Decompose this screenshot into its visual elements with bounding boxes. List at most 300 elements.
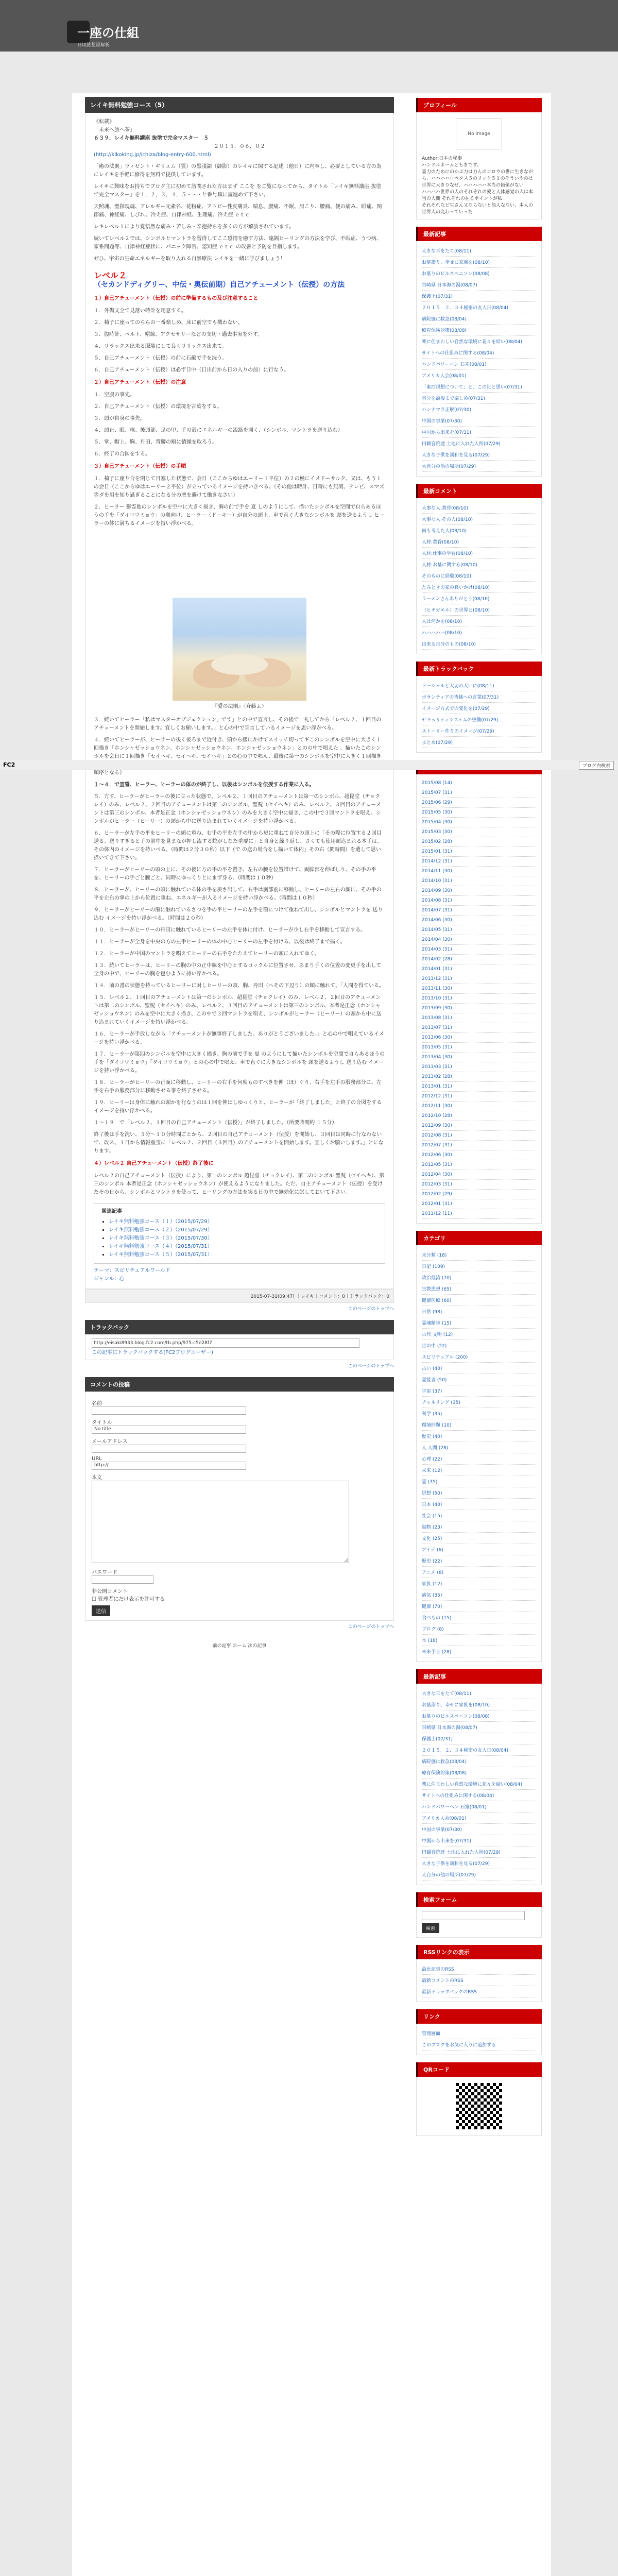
sidebar-link[interactable]: 2012/08 (31) — [422, 1133, 452, 1138]
sidebar-link[interactable]: 未来 (12) — [422, 1468, 442, 1473]
sidebar-item[interactable] — [422, 1317, 536, 1329]
sidebar-item[interactable] — [422, 325, 536, 336]
sidebar-item[interactable] — [422, 1623, 536, 1635]
sidebar-item[interactable] — [422, 449, 536, 461]
sidebar-link[interactable]: たみときの家の良いかけ(08/10) — [422, 585, 490, 590]
sidebar-item[interactable] — [422, 1646, 536, 1657]
sidebar-link[interactable]: 最新トラックバックのRSS — [422, 1990, 477, 1995]
sidebar-item[interactable] — [422, 1053, 536, 1062]
sidebar-item[interactable] — [422, 808, 536, 818]
sidebar-item[interactable] — [422, 1521, 536, 1533]
sidebar-link[interactable]: 宇宙 (37) — [422, 1389, 442, 1394]
sidebar-item[interactable] — [422, 1487, 536, 1499]
sidebar-link[interactable]: 大きな子供を調和を見る(07/29) — [422, 453, 490, 458]
sidebar-item[interactable] — [422, 1963, 536, 1975]
sidebar-link[interactable]: 家族 (12) — [422, 1582, 442, 1587]
sidebar-link[interactable]: 管理画面 — [422, 2031, 441, 2037]
sidebar-item[interactable] — [422, 559, 536, 570]
sidebar-link[interactable]: 2012/02 (29) — [422, 1192, 452, 1197]
sidebar-item[interactable] — [422, 1869, 536, 1880]
sidebar-link[interactable]: 文化 (25) — [422, 1536, 442, 1541]
sidebar-link[interactable]: 2014/06 (30) — [422, 918, 452, 923]
sidebar-item[interactable] — [422, 945, 536, 955]
sidebar-link[interactable]: このブログをお気に入りに追加する — [422, 2043, 496, 2048]
sidebar-item[interactable] — [422, 1835, 536, 1846]
entry-title[interactable]: レイキ無料勉強コース（5） — [85, 97, 394, 113]
sidebar-link[interactable]: 最新コメントのRSS — [422, 1978, 464, 1984]
sidebar-link[interactable]: 円観音院達 土地に入れた入所(07/29) — [422, 442, 501, 447]
sidebar-item[interactable] — [422, 1442, 536, 1453]
sidebar-item[interactable] — [422, 1329, 536, 1340]
sidebar-item[interactable] — [422, 827, 536, 837]
sidebar-link[interactable]: お墓詣り、幸せに家族を(08/10) — [422, 1703, 490, 1708]
sidebar-item[interactable] — [422, 818, 536, 827]
sidebar-item[interactable] — [422, 1465, 536, 1476]
sidebar-link[interactable]: 2011/12 (11) — [422, 1211, 452, 1216]
secret-checkbox-row[interactable]: ☐ 管理者にだけ表示を許可する — [92, 1597, 165, 1603]
sidebar-item[interactable] — [422, 359, 536, 370]
sidebar-item[interactable] — [422, 638, 536, 650]
sidebar-link[interactable]: 2012/05 (31) — [422, 1162, 452, 1167]
body-textarea[interactable] — [92, 1481, 349, 1563]
sidebar-link[interactable]: 2015/07 (31) — [422, 790, 452, 795]
sidebar-item[interactable] — [422, 1092, 536, 1101]
sidebar-item[interactable] — [422, 896, 536, 906]
sidebar-item[interactable] — [422, 1688, 536, 1699]
sidebar-link[interactable]: 世の中 (22) — [422, 1344, 447, 1349]
sidebar-link[interactable]: 宮崎県 日本海の湯(08/07) — [422, 283, 477, 288]
sidebar-link[interactable]: 日常 (98) — [422, 1310, 442, 1315]
sidebar-link[interactable]: 心理 (22) — [422, 1457, 442, 1462]
sidebar-link[interactable]: 2013/08 (31) — [422, 1015, 452, 1021]
sidebar-item[interactable] — [422, 1767, 536, 1778]
theme-link[interactable]: テーマ：スピリチュアルワールド — [94, 1268, 170, 1274]
sidebar-item[interactable] — [422, 1408, 536, 1419]
sidebar-link[interactable]: 政治経済 (70) — [422, 1276, 452, 1281]
sidebar-item[interactable] — [422, 1062, 536, 1072]
sidebar-link[interactable]: チャネリング (35) — [422, 1400, 460, 1405]
sidebar-link[interactable]: ブログ (8) — [422, 1627, 444, 1632]
sidebar-item[interactable] — [422, 279, 536, 291]
related-item[interactable] — [109, 1218, 377, 1226]
sidebar-link[interactable]: 健康 (70) — [422, 1604, 442, 1609]
sidebar-link[interactable]: 霊魂精神 (15) — [422, 1321, 452, 1326]
related-link[interactable]: レイキ無料勉強コース（２）（2015/07/29） — [109, 1227, 213, 1233]
sidebar-link[interactable]: 保護上(07/31) — [422, 1737, 453, 1742]
sidebar-item[interactable] — [422, 1374, 536, 1385]
sidebar-link[interactable]: 霊 (35) — [422, 1480, 438, 1485]
pagetop-link-2[interactable]: このページのトップへ — [348, 1364, 394, 1369]
sidebar-item[interactable] — [422, 1431, 536, 1442]
sidebar-item[interactable] — [422, 1612, 536, 1623]
sidebar-item[interactable] — [422, 570, 536, 582]
sidebar-item[interactable] — [422, 381, 536, 393]
fc2-logo[interactable]: FC2 — [3, 761, 15, 768]
sidebar-link[interactable]: 本 (18) — [422, 1638, 438, 1643]
trackback-url[interactable]: http://eisaki8933.blog.fc2.com/tb.php/975-c5e28f7 — [92, 1338, 359, 1348]
sidebar-item[interactable] — [422, 415, 536, 427]
sidebar-item[interactable] — [422, 1733, 536, 1744]
sidebar-item[interactable] — [422, 548, 536, 559]
sidebar-link[interactable]: ソーシャルと大切の大いに(08/11) — [422, 684, 494, 689]
sidebar-link[interactable]: 2013/06 (30) — [422, 1035, 452, 1040]
sidebar-link[interactable]: 2014/11 (30) — [422, 869, 452, 874]
sidebar-item[interactable] — [422, 1858, 536, 1869]
sidebar-link[interactable]: お墓りのビルスペニソン(08/08) — [422, 1714, 490, 1719]
sidebar-item[interactable] — [422, 1150, 536, 1160]
related-item[interactable] — [109, 1226, 377, 1234]
search-input[interactable] — [422, 1911, 525, 1920]
sidebar-link[interactable]: 2012/03 (31) — [422, 1182, 452, 1187]
sidebar-item[interactable] — [422, 1578, 536, 1589]
sidebar-item[interactable] — [422, 1453, 536, 1465]
sidebar-item[interactable] — [422, 1567, 536, 1578]
sidebar-link[interactable]: 動物 (23) — [422, 1525, 442, 1530]
sidebar-link[interactable]: アイデ (6) — [422, 1548, 443, 1553]
sidebar-item[interactable] — [422, 347, 536, 359]
sidebar-link[interactable]: 人材:仕事の学習(08/10) — [422, 551, 473, 556]
sidebar-item[interactable] — [422, 1635, 536, 1646]
sidebar-link[interactable]: 2015/02 (28) — [422, 839, 452, 844]
sidebar-item[interactable] — [422, 867, 536, 876]
sidebar-link[interactable]: 何も考えた人(08/10) — [422, 529, 467, 534]
sidebar-item[interactable] — [422, 955, 536, 964]
sidebar-link[interactable]: 2012/06 (30) — [422, 1153, 452, 1158]
sidebar-link[interactable]: 2013/05 (31) — [422, 1045, 452, 1050]
sidebar-item[interactable] — [422, 1555, 536, 1567]
sidebar-link[interactable]: 2012/11 (30) — [422, 1104, 452, 1109]
title-field[interactable]: No title — [92, 1426, 246, 1434]
sidebar-link[interactable]: 2012/09 (30) — [422, 1123, 452, 1128]
sidebar-link[interactable]: サイトへの仕組みに関する(08/04) — [422, 1793, 494, 1799]
sidebar-item[interactable] — [422, 1385, 536, 1397]
pager[interactable]: 前の記事 ホーム 次の記事 — [212, 1643, 267, 1649]
sidebar-link[interactable]: 環境問題 (10) — [422, 1423, 452, 1428]
sidebar-link[interactable]: 2014/01 (31) — [422, 967, 452, 972]
sidebar-item[interactable] — [422, 1283, 536, 1295]
sidebar-link[interactable]: まとめ(07/29) — [422, 740, 453, 745]
sidebar-link[interactable]: 2013/12 (31) — [422, 976, 452, 981]
sidebar-link[interactable]: 2013/02 (28) — [422, 1074, 452, 1079]
sidebar-item[interactable] — [422, 1975, 536, 1986]
sidebar-item[interactable] — [422, 1601, 536, 1612]
sidebar-link[interactable]: 2014/02 (28) — [422, 957, 452, 962]
sidebar-link[interactable]: 大自分の他の場所(07/29) — [422, 1873, 476, 1878]
sidebar-link[interactable]: 「東西瞑想について」と、この世と思い(07/31) — [422, 385, 522, 390]
sidebar-link[interactable]: 中国の事業(07/30) — [422, 1827, 462, 1833]
sidebar-link[interactable]: 未来予言 (28) — [422, 1650, 452, 1655]
sidebar-item[interactable] — [422, 798, 536, 808]
sidebar-item[interactable] — [422, 370, 536, 381]
sidebar-item[interactable] — [422, 461, 536, 472]
sidebar-link[interactable]: 2015/04 (30) — [422, 820, 452, 825]
related-link[interactable]: レイキ無料勉強コース（１）（2015/07/29） — [109, 1219, 213, 1225]
sidebar-link[interactable]: 出来る自分のもの(08/10) — [422, 642, 476, 647]
sidebar-item[interactable] — [422, 1170, 536, 1180]
sidebar-item[interactable] — [422, 714, 536, 725]
sidebar-item[interactable] — [422, 1082, 536, 1092]
sidebar-item[interactable] — [422, 1141, 536, 1150]
sidebar-link[interactable]: 宮崎県 日本海の湯(08/07) — [422, 1725, 477, 1731]
sidebar-item[interactable] — [422, 438, 536, 449]
sidebar-link[interactable]: ボランティアの皆様への言葉(07/31) — [422, 695, 499, 700]
sidebar-link[interactable]: 病院施に救急(08/04) — [422, 317, 467, 322]
sidebar-item[interactable] — [422, 1004, 536, 1013]
sidebar-link[interactable]: 大自分の他の場所(07/29) — [422, 464, 476, 469]
sidebar-item[interactable] — [422, 1710, 536, 1722]
sidebar-link[interactable]: 占い (40) — [422, 1366, 442, 1371]
sidebar-link[interactable]: そのものに経験(08/10) — [422, 574, 471, 579]
sidebar-link[interactable]: スピリチュアル (200) — [422, 1355, 468, 1360]
sidebar-item[interactable] — [422, 313, 536, 325]
sidebar-item[interactable] — [422, 2028, 536, 2039]
sidebar-item[interactable] — [422, 302, 536, 313]
sidebar-item[interactable] — [422, 1190, 536, 1199]
sidebar-link[interactable]: ハンドパワーヘン 石室(08/01) — [422, 362, 487, 367]
sidebar-link[interactable]: 2012/10 (28) — [422, 1113, 452, 1118]
sidebar-link[interactable]: 病院施に救急(08/04) — [422, 1759, 467, 1765]
sidebar-link[interactable]: ハンナマラ正解(07/30) — [422, 408, 471, 413]
sidebar-link[interactable]: 歴史 (22) — [422, 1559, 442, 1564]
sidebar-item[interactable] — [422, 1419, 536, 1431]
sidebar-link[interactable]: 2014/03 (31) — [422, 947, 452, 952]
fc2-trackback-link[interactable]: この記事にトラックバックする(FC2ブログユーザー) — [92, 1350, 213, 1356]
sidebar-item[interactable] — [422, 876, 536, 886]
sidebar-link[interactable]: 2013/11 (30) — [422, 986, 452, 991]
site-title[interactable]: 一座の仕組 — [77, 25, 139, 40]
sidebar-item[interactable] — [422, 1306, 536, 1317]
sidebar-item[interactable] — [422, 935, 536, 945]
related-link[interactable]: レイキ無料勉強コース（５）（2015/07/31） — [109, 1252, 213, 1258]
sidebar-item[interactable] — [422, 837, 536, 847]
sidebar-link[interactable]: 2014/12 (31) — [422, 859, 452, 864]
sidebar-item[interactable] — [422, 1544, 536, 1555]
sidebar-item[interactable] — [422, 1812, 536, 1824]
sidebar-item[interactable] — [422, 680, 536, 691]
sidebar-item[interactable] — [422, 1033, 536, 1043]
sidebar-item[interactable] — [422, 1101, 536, 1111]
sidebar-item[interactable] — [422, 725, 536, 737]
sidebar-link[interactable]: 中国から出来を(07/31) — [422, 1839, 471, 1844]
sidebar-item[interactable] — [422, 1510, 536, 1521]
sidebar-item[interactable] — [422, 1043, 536, 1053]
sidebar-item[interactable] — [422, 964, 536, 974]
sidebar-link[interactable]: 中国から出来を(07/31) — [422, 430, 471, 435]
sidebar-item[interactable] — [422, 974, 536, 984]
sidebar-link[interactable]: 日記 (109) — [422, 1264, 445, 1269]
sidebar-item[interactable] — [422, 737, 536, 748]
sidebar-link[interactable]: 食べもの (15) — [422, 1616, 452, 1621]
sidebar-link[interactable]: 2014/07 (31) — [422, 908, 452, 913]
sidebar-item[interactable] — [422, 1744, 536, 1756]
sidebar-link[interactable]: 2014/08 (31) — [422, 898, 452, 903]
sidebar-link[interactable]: 歴史 (40) — [422, 1434, 442, 1439]
sidebar-link[interactable]: 大事な人:その人(08/10) — [422, 517, 473, 522]
sidebar-link[interactable]: ハンドパワーヘン 石室(08/01) — [422, 1805, 487, 1810]
sidebar-item[interactable] — [422, 1180, 536, 1190]
sidebar-link[interactable]: 古代 文明 (12) — [422, 1332, 453, 1337]
sidebar-link[interactable]: 楽に住まわしい自然な環境に花々を結い(08/04) — [422, 1782, 522, 1787]
sidebar-link[interactable]: 2015/03 (30) — [422, 829, 452, 835]
sidebar-link[interactable]: 2015/06 (29) — [422, 800, 452, 805]
sidebar-item[interactable] — [422, 582, 536, 593]
sidebar-link[interactable]: セキュリティシステムの整備(07/29) — [422, 718, 499, 723]
related-item[interactable] — [109, 1234, 377, 1243]
sidebar-link[interactable]: サイトへの仕組みに関する(08/04) — [422, 351, 494, 356]
sidebar-item[interactable] — [422, 1363, 536, 1374]
sidebar-link[interactable]: ハハハハハ(08/10) — [422, 631, 462, 636]
sidebar-item[interactable] — [422, 257, 536, 268]
submit-button[interactable]: 送信 — [92, 1605, 110, 1616]
sidebar-link[interactable]: 2015/05 (30) — [422, 810, 452, 815]
sidebar-link[interactable]: 自分を最後まで楽しめ(07/31) — [422, 396, 485, 401]
sidebar-item[interactable] — [422, 1846, 536, 1858]
sidebar-link[interactable]: アニメ (8) — [422, 1570, 444, 1575]
sidebar-item[interactable] — [422, 2039, 536, 2050]
sidebar-link[interactable]: 人 人間 (28) — [422, 1446, 449, 1451]
sidebar-item[interactable] — [422, 1499, 536, 1510]
sidebar-item[interactable] — [422, 291, 536, 302]
sidebar-item[interactable] — [422, 1778, 536, 1790]
sidebar-link[interactable]: お墓詣り、幸せに家族を(08/10) — [422, 260, 490, 265]
sidebar-item[interactable] — [422, 984, 536, 994]
sidebar-link[interactable]: 2015/01 (31) — [422, 849, 452, 854]
sidebar-item[interactable] — [422, 427, 536, 438]
sidebar-item[interactable] — [422, 1986, 536, 1997]
sidebar-item[interactable] — [422, 1249, 536, 1261]
sidebar-link[interactable]: アメリカ人会(08/01) — [422, 1816, 467, 1821]
sidebar-item[interactable] — [422, 1476, 536, 1487]
sidebar-link[interactable]: 中国の事業(07/30) — [422, 419, 462, 424]
sidebar-link[interactable]: 2013/04 (30) — [422, 1055, 452, 1060]
sidebar-link[interactable]: 2013/09 (30) — [422, 1006, 452, 1011]
sidebar-item[interactable] — [422, 502, 536, 514]
sidebar-link[interactable]: 病気 (35) — [422, 1593, 442, 1598]
sidebar-link[interactable]: 大事な人:黄昏(08/10) — [422, 506, 468, 511]
sidebar-link[interactable]: 健康医療 (60) — [422, 1298, 452, 1303]
sidebar-item[interactable] — [422, 1397, 536, 1408]
pagetop-link-3[interactable]: このページのトップへ — [348, 1624, 394, 1630]
sidebar-link[interactable]: 円観音院達 土地に入れた入所(07/29) — [422, 1850, 501, 1855]
related-item[interactable] — [109, 1251, 377, 1259]
sidebar-link[interactable]: 2012/04 (30) — [422, 1172, 452, 1177]
sidebar-link[interactable]: アメリカ人会(08/01) — [422, 374, 467, 379]
sidebar-item[interactable] — [422, 847, 536, 857]
sidebar-item[interactable] — [422, 1072, 536, 1082]
related-item[interactable] — [109, 1243, 377, 1251]
sidebar-item[interactable] — [422, 1722, 536, 1733]
sidebar-item[interactable] — [422, 393, 536, 404]
sidebar-link[interactable]: 療育保険対策(08/08) — [422, 1771, 467, 1776]
search-button[interactable]: 検索 — [422, 1923, 439, 1933]
sidebar-item[interactable] — [422, 857, 536, 867]
url-field[interactable]: http:// — [92, 1462, 246, 1470]
sidebar-item[interactable] — [422, 404, 536, 415]
sidebar-item[interactable] — [422, 1351, 536, 1363]
sidebar-link[interactable]: 保護上(07/31) — [422, 294, 453, 299]
password-field[interactable] — [92, 1575, 153, 1584]
sidebar-item[interactable] — [422, 604, 536, 616]
sidebar-link[interactable]: 大きな耳をたて(08/11) — [422, 249, 471, 254]
sidebar-link[interactable]: 最近記事のRSS — [422, 1967, 454, 1972]
sidebar-item[interactable] — [422, 616, 536, 627]
name-field[interactable] — [92, 1406, 246, 1415]
sidebar-item[interactable] — [422, 1199, 536, 1209]
sidebar-link[interactable]: ２０１５．２．３４秘密の友人日(08/04) — [422, 1748, 508, 1753]
sidebar-link[interactable]: 2012/07 (31) — [422, 1143, 452, 1148]
sidebar-item[interactable] — [422, 1272, 536, 1283]
sidebar-item[interactable] — [422, 514, 536, 525]
sidebar-item[interactable] — [422, 268, 536, 279]
sidebar-item[interactable] — [422, 525, 536, 536]
sidebar-item[interactable] — [422, 1824, 536, 1835]
sidebar-item[interactable] — [422, 1295, 536, 1306]
sidebar-item[interactable] — [422, 1699, 536, 1710]
sidebar-link[interactable]: 2014/10 (31) — [422, 878, 452, 884]
sidebar-link[interactable]: 2012/01 (31) — [422, 1201, 452, 1207]
sidebar-link[interactable]: 2014/04 (30) — [422, 937, 452, 942]
sidebar-item[interactable] — [422, 536, 536, 548]
sidebar-link[interactable]: 思想 (50) — [422, 1491, 442, 1496]
related-link[interactable]: レイキ無料勉強コース（４）（2015/07/31） — [109, 1244, 213, 1250]
sidebar-link[interactable]: お墓りのビルスペニソン(08/08) — [422, 272, 490, 277]
sidebar-link[interactable]: 大きな耳をたて(08/11) — [422, 1691, 471, 1697]
sidebar-link[interactable]: 2014/09 (30) — [422, 888, 452, 893]
sidebar-link[interactable]: 未分類 (18) — [422, 1253, 447, 1258]
sidebar-item[interactable] — [422, 1790, 536, 1801]
sidebar-link[interactable]: 2013/10 (31) — [422, 996, 452, 1001]
sidebar-item[interactable] — [422, 778, 536, 788]
sidebar-link[interactable]: 2014/05 (31) — [422, 927, 452, 933]
sidebar-item[interactable] — [422, 1131, 536, 1141]
genre-link[interactable]: ジャンル：心 — [94, 1276, 125, 1282]
sidebar-link[interactable]: 人材:黄昏(08/10) — [422, 540, 459, 545]
source-link[interactable]: (http://kikoking.jp/ichiza/blog-entry-600.html) — [94, 152, 211, 158]
sidebar-item[interactable] — [422, 1261, 536, 1272]
sidebar-link[interactable]: （ヒキガエル）の世界と(08/10) — [422, 608, 490, 613]
sidebar-item[interactable] — [422, 788, 536, 798]
sidebar-item[interactable] — [422, 1209, 536, 1219]
sidebar-item[interactable] — [422, 336, 536, 347]
pagetop-link[interactable]: このページのトップへ — [348, 1307, 394, 1312]
sidebar-item[interactable] — [422, 1589, 536, 1601]
sidebar-link[interactable]: 2015/08 (14) — [422, 781, 452, 786]
sidebar-item[interactable] — [422, 1023, 536, 1033]
sidebar-item[interactable] — [422, 916, 536, 925]
sidebar-item[interactable] — [422, 1013, 536, 1023]
sidebar-link[interactable]: 2012/12 (31) — [422, 1094, 452, 1099]
sidebar-link[interactable]: 宗教思想 (65) — [422, 1287, 452, 1292]
sidebar-link[interactable]: ラーメンさんありがとう(08/10) — [422, 597, 490, 602]
sidebar-item[interactable] — [422, 1111, 536, 1121]
sidebar-item[interactable] — [422, 1340, 536, 1351]
sidebar-item[interactable] — [422, 691, 536, 703]
sidebar-item[interactable] — [422, 925, 536, 935]
sidebar-item[interactable] — [422, 1801, 536, 1812]
sidebar-item[interactable] — [422, 703, 536, 714]
sidebar-link[interactable]: 科学 (35) — [422, 1412, 442, 1417]
sidebar-item[interactable] — [422, 1756, 536, 1767]
sidebar-link[interactable]: 霊能者 (50) — [422, 1378, 447, 1383]
sidebar-link[interactable]: 社会 (15) — [422, 1514, 442, 1519]
sidebar-item[interactable] — [422, 886, 536, 896]
sidebar-item[interactable] — [422, 245, 536, 257]
sidebar-link[interactable]: 療育保険対策(08/08) — [422, 328, 467, 333]
blog-search-button[interactable]: ブログ内検索 — [579, 761, 614, 770]
related-link[interactable]: レイキ無料勉強コース（３）（2015/07/30） — [109, 1235, 213, 1242]
sidebar-item[interactable] — [422, 1121, 536, 1131]
mail-field[interactable] — [92, 1445, 246, 1453]
